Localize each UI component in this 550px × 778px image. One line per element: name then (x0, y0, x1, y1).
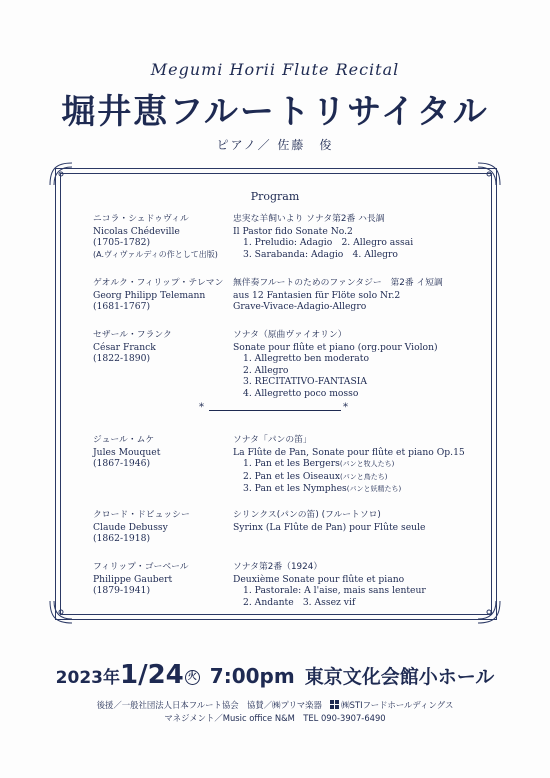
recital-title-jp: 堀井恵フルートリサイタル (61, 92, 489, 132)
composer-name-en: Georg Philipp Telemann (93, 289, 206, 301)
intermission-divider (199, 402, 348, 416)
work-title-en: Il Pastor fido Sonate No.2 (233, 225, 353, 237)
composer-years: (1862-1918) (93, 533, 151, 544)
composer-name-jp: クロード・ドビュッシー (93, 510, 190, 520)
work-block (233, 510, 483, 533)
corner-ornament-icon (476, 161, 502, 187)
composer-name-jp: ニコラ・シェドゥヴィル (93, 214, 189, 224)
divider-mark: * (343, 402, 348, 413)
pianist-credit: ピアノ／ 佐藤 俊 (216, 138, 334, 152)
work-title-jp: 忠実な羊飼いより ソナタ第2番 ハ長調 (233, 214, 385, 224)
work-title-en: La Flûte de Pan, Sonate pour flûte et piano Op.15 (233, 446, 465, 458)
event-venue: 東京文化会館小ホール (304, 666, 495, 688)
work-title-en: Syrinx (La Flûte de Pan) pour Flûte seule (233, 521, 426, 533)
event-time: 7:00pm (209, 664, 295, 688)
work-block (233, 435, 483, 496)
composer-years: (1822-1890) (93, 353, 151, 364)
event-weekday-badge: 火 (185, 670, 200, 685)
event-year: 2023年 (55, 668, 120, 688)
event-datetime-venue (0, 660, 550, 690)
composer-name-jp: ジュール・ムケ (93, 435, 155, 445)
composer-years: (1879-1941) (93, 585, 151, 596)
work-title-en-2: Grave-Vivace-Adagio-Allegro (233, 301, 367, 312)
composer-block (93, 562, 228, 597)
composer-block (93, 214, 228, 260)
corner-ornament-icon (48, 599, 74, 625)
sponsor-line (0, 699, 550, 711)
movement: 1. Allegretto ben moderato (243, 353, 369, 364)
management-line: マネジメント／Music office N&M TEL 090-3907-6490 (164, 713, 386, 723)
composer-name-jp: ゲオルク・フィリップ・テレマン (93, 278, 224, 288)
composer-name-en: Jules Mouquet (93, 446, 161, 458)
divider-line (209, 410, 341, 411)
composer-block (93, 510, 228, 545)
divider-mark: * (199, 402, 204, 413)
composer-years: (1681-1767) (93, 301, 151, 312)
movement: 1. Preludio: Adagio 2. Allegro assai (243, 237, 414, 248)
recital-title-en: Megumi Horii Flute Recital (150, 60, 400, 79)
sponsor-text: 後援／一般社団法人日本フルート協会 協賛／㈱プリマ楽器 (96, 700, 331, 710)
sponsor-sti: ㈱STIフードホールディングス (341, 700, 454, 710)
work-block (233, 278, 483, 313)
work-title-jp: ソナタ「パンの笛」 (233, 435, 312, 445)
composer-name-jp: フィリップ・ゴーベール (93, 562, 189, 572)
event-date: 1/24 (120, 660, 184, 690)
work-title-en: Deuxième Sonate pour flûte et piano (233, 573, 405, 585)
work-title-en: Sonate pour flûte et piano (org.pour Violon) (233, 341, 438, 353)
work-block (233, 330, 483, 399)
composer-name-en: Nicolas Chédeville (93, 225, 180, 237)
composer-years: (1867-1946) (93, 458, 151, 469)
work-block (233, 562, 483, 608)
movement: 2. Andante 3. Assez vif (243, 596, 356, 608)
movement: 1. Pastorale: A l'aise, mais sans lenteur (243, 585, 426, 596)
work-title-en: aus 12 Fantasien für Flöte solo Nr.2 (233, 289, 401, 301)
movement: 3. Sarabanda: Adagio 4. Allegro (243, 248, 398, 260)
work-title-jp: ソナタ第2番（1924） (233, 562, 323, 572)
composer-name-en: César Franck (93, 341, 156, 353)
work-title-jp: シリンクス(パンの笛) (フルートソロ) (233, 510, 381, 520)
movement: 4. Allegretto poco mosso (243, 387, 359, 399)
corner-ornament-icon (48, 161, 74, 187)
work-block (233, 214, 483, 260)
composer-note: (A.ヴィヴァルディの作として出版) (93, 249, 218, 259)
movement: 3. RECITATIVO-FANTASIA (243, 376, 367, 387)
composer-name-jp: セザール・フランク (93, 330, 172, 340)
movement: 3. Pan et les Nymphes(パンと妖精たち) (243, 483, 402, 494)
composer-name-en: Claude Debussy (93, 521, 168, 533)
composer-block (93, 278, 228, 313)
work-title-jp: 無伴奏フルートのためのファンタジー 第2番 イ短調 (233, 278, 443, 288)
composer-name-en: Philippe Gaubert (93, 573, 173, 585)
composer-block (93, 330, 228, 365)
work-title-jp: ソナタ（原曲ヴァイオリン） (233, 330, 347, 340)
movement: 2. Allegro (243, 364, 289, 376)
sti-logo-icon (330, 700, 339, 709)
program-heading: Program (250, 190, 300, 203)
composer-block (93, 435, 228, 470)
composer-years: (1705-1782) (93, 237, 151, 248)
movement: 1. Pan et les Bergers(パンと牧人たち) (243, 458, 395, 469)
movement: 2. Pan et les Oiseaux(パンと鳥たち) (243, 470, 388, 482)
